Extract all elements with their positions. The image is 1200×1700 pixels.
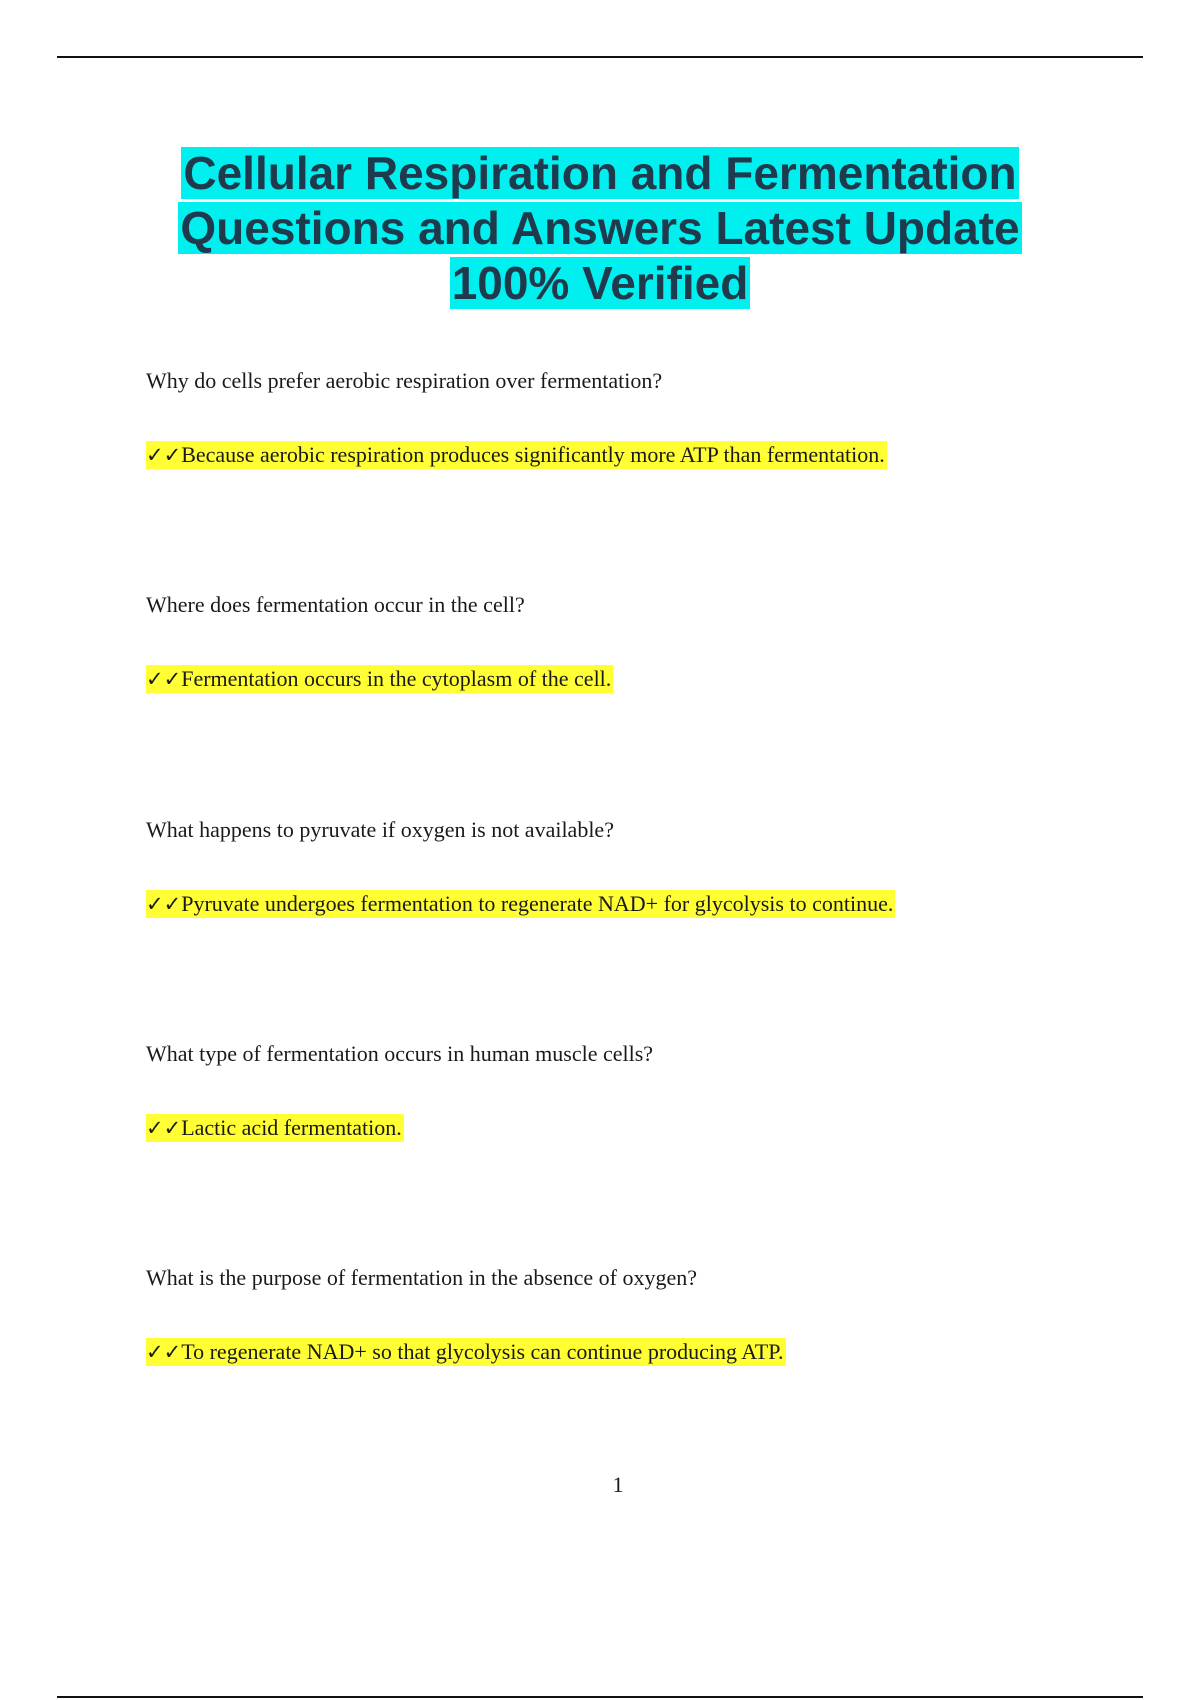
check-icon: ✓✓ — [146, 892, 182, 916]
page-number: 1 — [612, 1472, 624, 1497]
question-text: What is the purpose of fermentation in the absence of oxygen? — [146, 1265, 698, 1290]
question-text: What type of fermentation occurs in human muscle cells? — [146, 1041, 654, 1066]
title-line-3: 100% Verified — [451, 257, 749, 309]
title-line-2: Questions and Answers Latest Update — [180, 202, 1020, 254]
question-text: Why do cells prefer aerobic respiration over fermentation? — [146, 368, 663, 393]
title-line-1: Cellular Respiration and Fermentation — [183, 147, 1017, 199]
qa-item-5 — [146, 1264, 1106, 1366]
top-rule — [57, 56, 1143, 58]
check-icon: ✓✓ — [146, 1116, 182, 1140]
qa-item-4 — [146, 1040, 1106, 1142]
qa-item-1 — [146, 367, 1106, 469]
answer-text: ✓✓Fermentation occurs in the cytoplasm of the cell. — [146, 666, 612, 691]
answer-text: ✓✓Because aerobic respiration produces significantly more ATP than fermentation. — [146, 442, 885, 467]
bottom-rule — [57, 1696, 1143, 1698]
document-title — [100, 146, 1100, 311]
answer-text: ✓✓Lactic acid fermentation. — [146, 1115, 402, 1140]
check-icon: ✓✓ — [146, 667, 182, 691]
check-icon: ✓✓ — [146, 443, 182, 467]
qa-item-2 — [146, 591, 1106, 693]
check-icon: ✓✓ — [146, 1340, 182, 1364]
question-text: What happens to pyruvate if oxygen is not available? — [146, 817, 614, 842]
answer-text: ✓✓Pyruvate undergoes fermentation to regenerate NAD+ for glycolysis to continue. — [146, 891, 894, 916]
answer-text: ✓✓To regenerate NAD+ so that glycolysis can continue producing ATP. — [146, 1339, 784, 1364]
question-text: Where does fermentation occur in the cell? — [146, 592, 525, 617]
qa-item-3 — [146, 816, 1106, 918]
